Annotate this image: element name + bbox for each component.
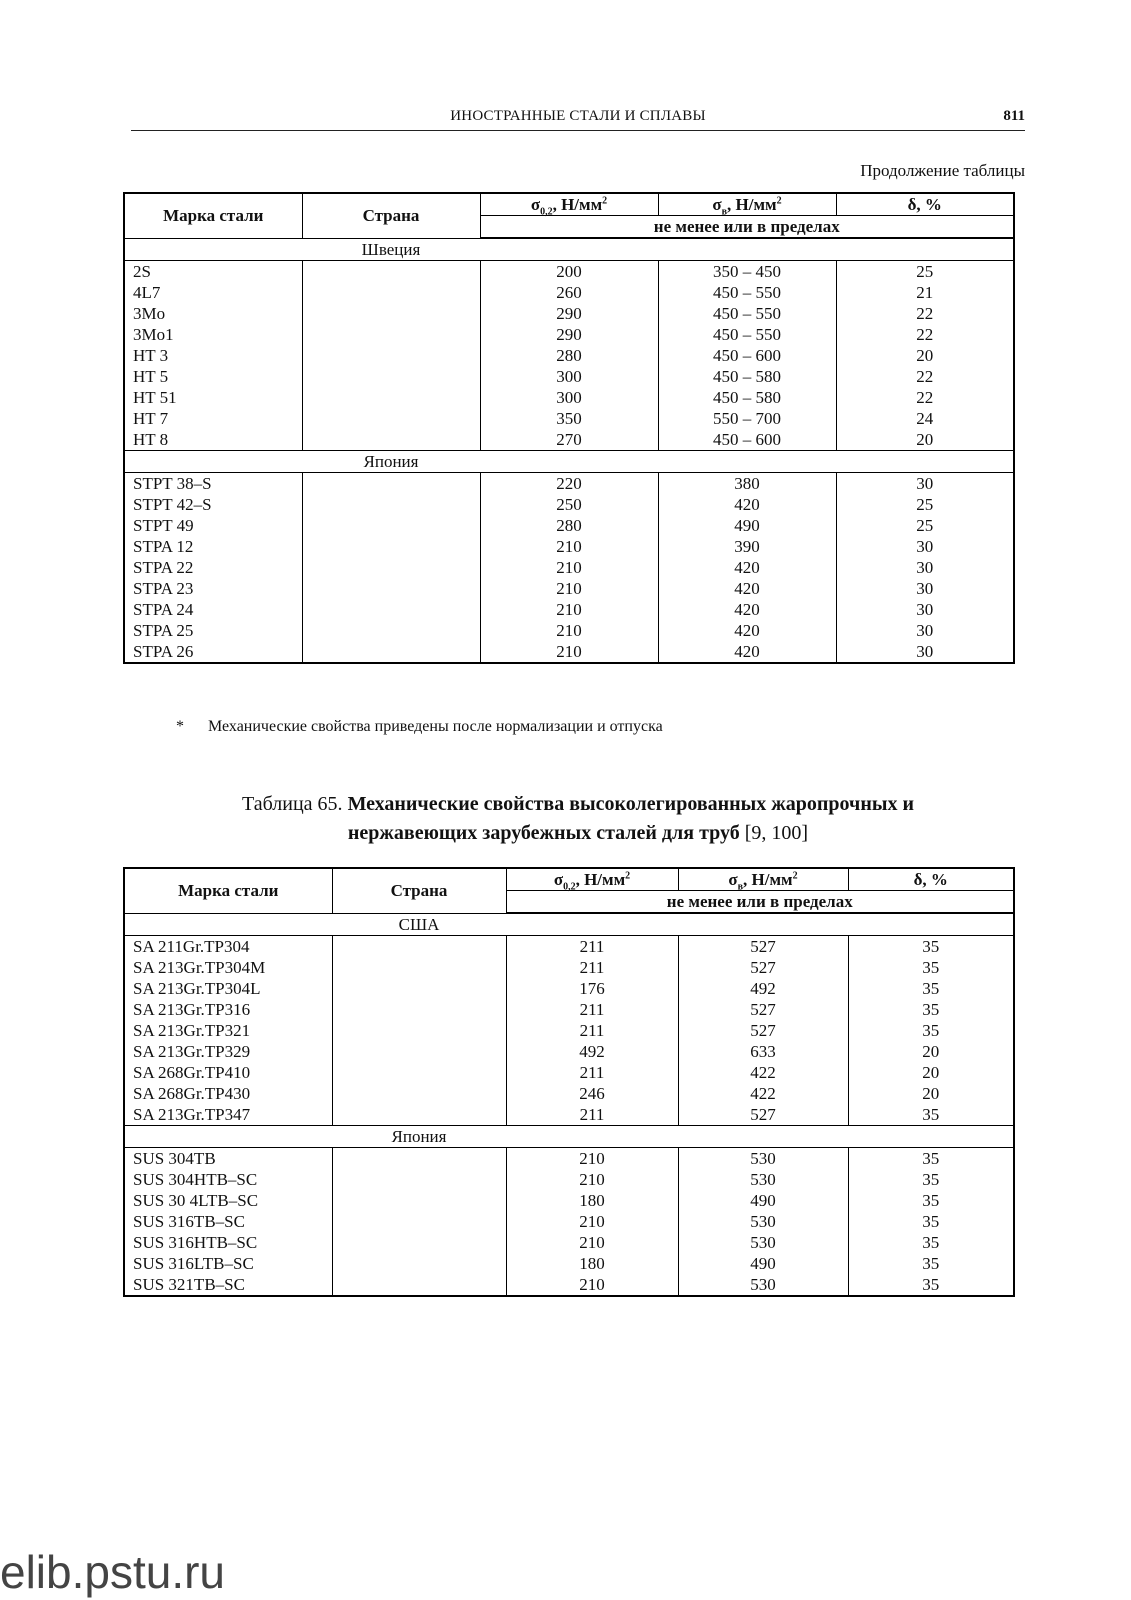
cell-elongation: 22 [836, 303, 1014, 324]
table-body [124, 913, 1014, 1296]
cell-tensile: 490 [658, 515, 836, 536]
cell-yield: 211 [506, 1062, 678, 1083]
country-group-row [124, 238, 1014, 261]
table-row [124, 641, 1014, 663]
cell-elongation: 25 [836, 494, 1014, 515]
cell-grade: STPA 26 [124, 641, 302, 663]
table-row [124, 473, 1014, 495]
cell-grade: SUS 304HTB–SC [124, 1169, 332, 1190]
table-row [124, 387, 1014, 408]
cell-elongation: 22 [836, 324, 1014, 345]
cell-country [302, 641, 480, 663]
table-row [124, 1041, 1014, 1062]
footnote [176, 718, 663, 736]
cell-country [302, 366, 480, 387]
cell-tensile: 420 [658, 599, 836, 620]
cell-yield: 200 [480, 261, 658, 283]
cell-grade: SA 213Gr.TP316 [124, 999, 332, 1020]
cell-tensile: 420 [658, 494, 836, 515]
cell-elongation: 24 [836, 408, 1014, 429]
cell-grade: SA 213Gr.TP347 [124, 1104, 332, 1126]
cell-grade: HT 51 [124, 387, 302, 408]
cell-country [302, 282, 480, 303]
cell-elongation: 35 [848, 999, 1014, 1020]
cell-yield: 210 [506, 1232, 678, 1253]
cell-elongation: 21 [836, 282, 1014, 303]
cell-elongation: 35 [848, 1190, 1014, 1211]
cell-elongation: 35 [848, 1211, 1014, 1232]
cell-tensile: 530 [678, 1148, 848, 1170]
cell-elongation: 35 [848, 1020, 1014, 1041]
cell-elongation: 35 [848, 1253, 1014, 1274]
cell-yield: 250 [480, 494, 658, 515]
cell-grade: SA 213Gr.TP304L [124, 978, 332, 999]
cell-yield: 210 [480, 599, 658, 620]
cell-grade: SA 213Gr.TP304M [124, 957, 332, 978]
cell-country [302, 536, 480, 557]
table-row [124, 557, 1014, 578]
cell-tensile: 450 – 580 [658, 366, 836, 387]
cell-grade: SA 213Gr.TP321 [124, 1020, 332, 1041]
cell-tensile: 527 [678, 1104, 848, 1126]
table-row [124, 366, 1014, 387]
cell-yield: 270 [480, 429, 658, 451]
cell-grade: STPA 23 [124, 578, 302, 599]
caption-title-line1: Механические свойства высоколегированных жаропрочных и [347, 793, 914, 815]
table-row [124, 957, 1014, 978]
cell-grade: 4L7 [124, 282, 302, 303]
cell-elongation: 20 [836, 345, 1014, 366]
cell-grade: STPA 25 [124, 620, 302, 641]
table-row [124, 1169, 1014, 1190]
cell-tensile: 420 [658, 578, 836, 599]
table-row [124, 999, 1014, 1020]
cell-tensile: 530 [678, 1211, 848, 1232]
cell-yield: 211 [506, 957, 678, 978]
cell-grade: SA 213Gr.TP329 [124, 1041, 332, 1062]
cell-tensile: 450 – 600 [658, 345, 836, 366]
cell-country [332, 1253, 506, 1274]
table-row [124, 324, 1014, 345]
cell-elongation: 35 [848, 957, 1014, 978]
cell-grade: STPT 42–S [124, 494, 302, 515]
cell-yield: 492 [506, 1041, 678, 1062]
table-row [124, 536, 1014, 557]
cell-elongation: 30 [836, 599, 1014, 620]
cell-country [332, 1190, 506, 1211]
cell-country [302, 494, 480, 515]
cell-yield: 210 [506, 1169, 678, 1190]
page-number: 811 [1003, 108, 1025, 124]
cell-tensile: 450 – 600 [658, 429, 836, 451]
cell-country [332, 957, 506, 978]
cell-elongation: 30 [836, 578, 1014, 599]
cell-yield: 300 [480, 366, 658, 387]
cell-tensile: 450 – 550 [658, 303, 836, 324]
table-row [124, 599, 1014, 620]
header-tensile-strength: $\sigma_в$, $Н/мм^2$ [678, 868, 848, 891]
cell-grade: SUS 304TB [124, 1148, 332, 1170]
cell-tensile: 450 – 580 [658, 387, 836, 408]
cell-elongation: 35 [848, 978, 1014, 999]
table-row [124, 408, 1014, 429]
cell-country [302, 620, 480, 641]
table-row [124, 620, 1014, 641]
cell-tensile: 390 [658, 536, 836, 557]
cell-elongation: 30 [836, 641, 1014, 663]
cell-country [302, 429, 480, 451]
cell-grade: SUS 316TB–SC [124, 1211, 332, 1232]
cell-yield: 176 [506, 978, 678, 999]
cell-country [332, 1041, 506, 1062]
cell-grade: SUS 316HTB–SC [124, 1232, 332, 1253]
header-limits: не менее или в пределах [480, 216, 1014, 239]
properties-table-continued [123, 192, 1015, 664]
table-row [124, 1274, 1014, 1296]
cell-tensile: 530 [678, 1169, 848, 1190]
table-row [124, 1253, 1014, 1274]
header-tensile-strength: $\sigma_в$, $Н/мм^2$ [658, 193, 836, 216]
cell-yield: 280 [480, 515, 658, 536]
cell-tensile: 530 [678, 1232, 848, 1253]
caption-refs: [9, 100] [744, 822, 809, 844]
cell-elongation: 35 [848, 1104, 1014, 1126]
header-country: Страна [302, 193, 480, 238]
cell-elongation: 35 [848, 1274, 1014, 1296]
cell-elongation: 35 [848, 1232, 1014, 1253]
cell-elongation: 22 [836, 366, 1014, 387]
country-label: Швеция [302, 238, 480, 261]
header-elongation: δ, % [836, 193, 1014, 216]
cell-country [302, 345, 480, 366]
table-row [124, 1083, 1014, 1104]
cell-elongation: 30 [836, 557, 1014, 578]
country-group-row [124, 1126, 1014, 1148]
table-row [124, 1020, 1014, 1041]
cell-country [332, 999, 506, 1020]
header-grade: Марка стали [124, 868, 332, 913]
watermark: elib.pstu.ru [0, 1546, 226, 1598]
cell-tensile: 490 [678, 1190, 848, 1211]
cell-yield: 280 [480, 345, 658, 366]
cell-elongation: 22 [836, 387, 1014, 408]
running-header [131, 108, 1025, 131]
cell-tensile: 380 [658, 473, 836, 495]
cell-grade: STPT 49 [124, 515, 302, 536]
cell-tensile: 490 [678, 1253, 848, 1274]
cell-country [332, 1169, 506, 1190]
cell-yield: 210 [480, 641, 658, 663]
cell-tensile: 527 [678, 999, 848, 1020]
cell-grade: SA 268Gr.TP410 [124, 1062, 332, 1083]
cell-tensile: 492 [678, 978, 848, 999]
cell-country [332, 1148, 506, 1170]
cell-tensile: 550 – 700 [658, 408, 836, 429]
cell-grade: STPT 38–S [124, 473, 302, 495]
cell-yield: 350 [480, 408, 658, 429]
header-country: Страна [332, 868, 506, 913]
cell-grade: HT 7 [124, 408, 302, 429]
cell-tensile: 350 – 450 [658, 261, 836, 283]
cell-tensile: 450 – 550 [658, 324, 836, 345]
cell-yield: 300 [480, 387, 658, 408]
cell-tensile: 633 [678, 1041, 848, 1062]
cell-country [302, 408, 480, 429]
cell-country [302, 557, 480, 578]
table-row [124, 494, 1014, 515]
cell-country [332, 978, 506, 999]
cell-yield: 210 [480, 557, 658, 578]
table-row [124, 282, 1014, 303]
cell-country [302, 303, 480, 324]
cell-grade: SA 268Gr.TP430 [124, 1083, 332, 1104]
table-row [124, 978, 1014, 999]
cell-tensile: 530 [678, 1274, 848, 1296]
cell-country [332, 1232, 506, 1253]
cell-yield: 210 [506, 1274, 678, 1296]
table-body [124, 238, 1014, 663]
cell-yield: 211 [506, 1020, 678, 1041]
cell-elongation: 30 [836, 620, 1014, 641]
cell-elongation: 30 [836, 473, 1014, 495]
header-grade: Марка стали [124, 193, 302, 238]
cell-grade: 2S [124, 261, 302, 283]
country-group-row [124, 913, 1014, 936]
cell-grade: 3Mo1 [124, 324, 302, 345]
cell-yield: 180 [506, 1253, 678, 1274]
cell-yield: 210 [480, 536, 658, 557]
cell-country [302, 515, 480, 536]
table-row [124, 936, 1014, 958]
cell-tensile: 420 [658, 641, 836, 663]
cell-yield: 211 [506, 936, 678, 958]
cell-grade: STPA 24 [124, 599, 302, 620]
cell-yield: 220 [480, 473, 658, 495]
cell-grade: HT 8 [124, 429, 302, 451]
cell-elongation: 20 [836, 429, 1014, 451]
cell-country [332, 1211, 506, 1232]
cell-country [332, 1062, 506, 1083]
header-limits: не менее или в пределах [506, 891, 1014, 914]
table-row [124, 515, 1014, 536]
table-row [124, 1190, 1014, 1211]
cell-grade: SUS 30 4LTB–SC [124, 1190, 332, 1211]
footnote-mark: * [176, 718, 184, 735]
cell-elongation: 35 [848, 1148, 1014, 1170]
table-continuation-label: Продолжение таблицы [860, 161, 1025, 180]
cell-country [302, 578, 480, 599]
cell-yield: 210 [506, 1148, 678, 1170]
caption-title-line2: нержавеющих зарубежных сталей для труб [347, 822, 740, 844]
table-row [124, 578, 1014, 599]
cell-yield: 210 [506, 1211, 678, 1232]
caption-prefix: Таблица 65. [242, 793, 343, 815]
cell-yield: 211 [506, 999, 678, 1020]
cell-elongation: 35 [848, 1169, 1014, 1190]
cell-yield: 290 [480, 303, 658, 324]
country-label: Япония [332, 1126, 506, 1148]
cell-yield: 210 [480, 620, 658, 641]
cell-grade: HT 3 [124, 345, 302, 366]
table-row [124, 1211, 1014, 1232]
cell-elongation: 25 [836, 261, 1014, 283]
cell-grade: 3Mo [124, 303, 302, 324]
cell-country [332, 1083, 506, 1104]
cell-tensile: 420 [658, 557, 836, 578]
cell-tensile: 527 [678, 957, 848, 978]
cell-country [302, 324, 480, 345]
country-label: Япония [302, 451, 480, 473]
cell-tensile: 420 [658, 620, 836, 641]
cell-tensile: 527 [678, 936, 848, 958]
properties-table-65 [123, 867, 1015, 1297]
cell-yield: 290 [480, 324, 658, 345]
table-row [124, 261, 1014, 283]
cell-country [302, 261, 480, 283]
cell-tensile: 422 [678, 1083, 848, 1104]
cell-country [332, 1020, 506, 1041]
cell-grade: STPA 12 [124, 536, 302, 557]
country-group-row [124, 451, 1014, 473]
cell-grade: SUS 321TB–SC [124, 1274, 332, 1296]
table-row [124, 303, 1014, 324]
header-yield-strength: $\sigma_{0,2}$, $Н/мм^2$ [506, 868, 678, 891]
cell-elongation: 35 [848, 936, 1014, 958]
cell-country [302, 473, 480, 495]
cell-country [332, 1274, 506, 1296]
table-row [124, 1062, 1014, 1083]
cell-tensile: 527 [678, 1020, 848, 1041]
cell-grade: SUS 316LTB–SC [124, 1253, 332, 1274]
cell-country [302, 599, 480, 620]
cell-country [302, 387, 480, 408]
header-yield-strength: $\sigma_{0,2}$, $Н/мм^2$ [480, 193, 658, 216]
table-row [124, 1148, 1014, 1170]
cell-elongation: 25 [836, 515, 1014, 536]
cell-yield: 210 [480, 578, 658, 599]
cell-grade: HT 5 [124, 366, 302, 387]
table-caption [131, 790, 1025, 848]
cell-elongation: 20 [848, 1083, 1014, 1104]
cell-yield: 211 [506, 1104, 678, 1126]
table-row [124, 429, 1014, 451]
table-row [124, 1104, 1014, 1126]
table-row [124, 345, 1014, 366]
cell-country [332, 1104, 506, 1126]
cell-grade: STPA 22 [124, 557, 302, 578]
cell-elongation: 20 [848, 1062, 1014, 1083]
cell-yield: 180 [506, 1190, 678, 1211]
cell-yield: 246 [506, 1083, 678, 1104]
cell-elongation: 30 [836, 536, 1014, 557]
cell-elongation: 20 [848, 1041, 1014, 1062]
footnote-text: Механические свойства приведены после нормализации и отпуска [208, 718, 663, 735]
running-header-title: ИНОСТРАННЫЕ СТАЛИ И СПЛАВЫ [450, 108, 706, 124]
cell-grade: SA 211Gr.TP304 [124, 936, 332, 958]
cell-tensile: 422 [678, 1062, 848, 1083]
cell-yield: 260 [480, 282, 658, 303]
header-elongation: δ, % [848, 868, 1014, 891]
country-label: США [332, 913, 506, 936]
cell-tensile: 450 – 550 [658, 282, 836, 303]
cell-country [332, 936, 506, 958]
table-row [124, 1232, 1014, 1253]
